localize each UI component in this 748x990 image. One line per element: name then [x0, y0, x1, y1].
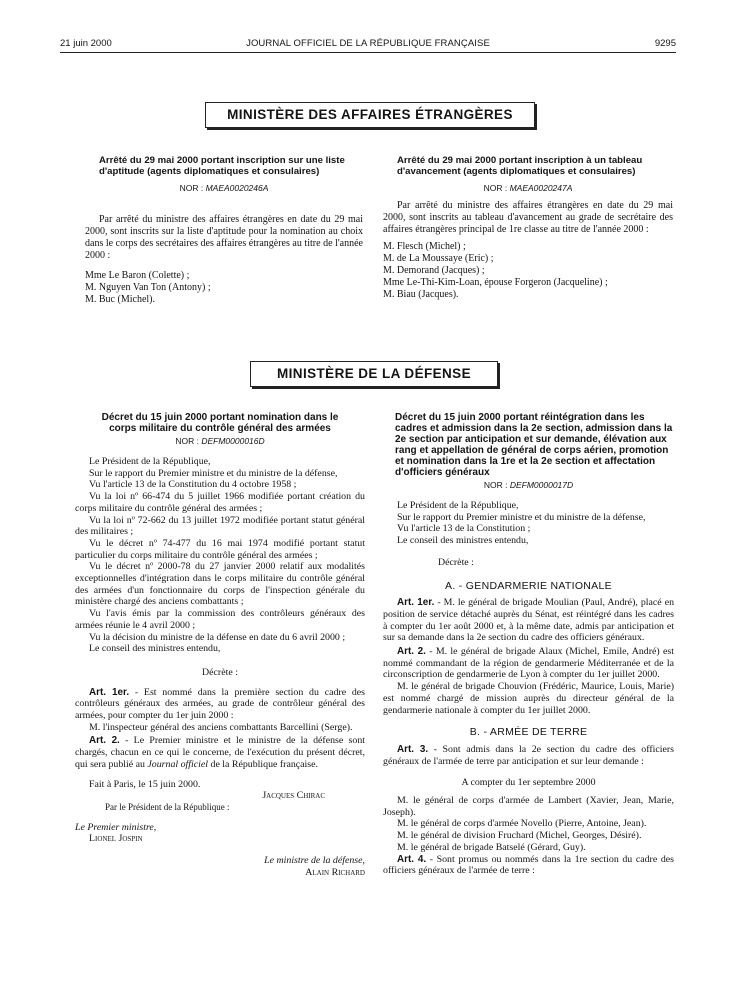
- visa-line: Le Président de la République,: [89, 456, 211, 467]
- done-at: Fait à Paris, le 15 juin 2000.: [89, 778, 201, 790]
- article-1: Art. 1er. - M. le général de brigade Moulian (Paul, André), placé en position de service détaché auprès du Sénat, est réintégré dans les cadres à compter du 1er août 2000 et, à la même date, admis par anticipation et sur sa demande dans la 2e section du cadre des officiers généraux.: [383, 597, 675, 644]
- visa-line: Vu l'article 13 de la Constitution du 4 octobre 1958 ;: [89, 479, 297, 491]
- list-item: Mme Le Baron (Colette) ;: [85, 270, 190, 281]
- nor-code: DEFM0000016D: [201, 436, 265, 446]
- visa-line: Vu l'avis émis par la commission des contrôleurs généraux des armées réunie le 4 avril 2000 ;: [75, 608, 365, 631]
- list-item: M. Biau (Jacques).: [383, 289, 459, 300]
- ministry-title: MINISTÈRE DES AFFAIRES ÉTRANGÈRES: [227, 107, 513, 122]
- visa-line: Le Président de la République,: [397, 500, 519, 511]
- article-2-second: M. le général de brigade Chouvion (Frédéric, Maurice, Louis, Marie) est nommé chargé de mission auprès du directeur général de la gendarmerie nationale à compter du 1er juillet 2000.: [383, 681, 674, 716]
- article-2: Art. 2. - M. le général de brigade Alaux (Michel, Emile, André) est nommé commandant de la région de gendarmerie Méditerranée et de la circonscription de gendarmerie de Lyon à compter du 1er juillet 2000.: [383, 646, 674, 681]
- nor-code: MAEA0020247A: [509, 183, 573, 193]
- decret-title: Décret du 15 juin 2000 portant nomination dans le corps militaire du contrôle général des armées: [101, 412, 339, 434]
- visas: [75, 456, 365, 655]
- nor-code: MAEA0020246A: [205, 183, 269, 193]
- signature-president: Jacques Chirac: [262, 790, 325, 802]
- decret-title: Décret du 15 juin 2000 portant réintégration dans les cadres et admission dans la 2e section, admission dans la 2e section par anticipation et sur demande, élévation aux rang et appellation de général de corps aérien, promotion et nomination dans la 1re et la 2e section et affectation d'officiers généraux: [395, 412, 673, 478]
- list-item: M. Demorand (Jacques) ;: [383, 265, 485, 276]
- name-list: [85, 270, 363, 306]
- decret-officiers-generaux: [383, 412, 674, 877]
- visa-line: Vu la loi nº 72-662 du 13 juillet 1972 modifiée portant statut général des militaires ;: [75, 514, 365, 538]
- visa-line: Vu le décret nº 2000-78 du 27 janvier 2000 relatif aux modalités exceptionnelles d'intégration dans le corps militaire du contrôle général des armées d'un fonctionnaire du corps de l'inspection générale du ministère chargé des anciens combattants ;: [75, 561, 365, 608]
- article-2: Art. 2. - Le Premier ministre et le ministre de la défense sont chargés, chacun en ce qui le concerne, de l'exécution du présent décret, qui sera publié au Journal officiel de la République française.: [75, 735, 365, 770]
- header-rule: [60, 52, 676, 53]
- arrete-tableau-avancement: [383, 155, 673, 301]
- visa-line: Vu l'article 13 de la Constitution ;: [397, 523, 531, 535]
- visa-line: Vu la loi nº 66-474 du 5 juillet 1966 modifiée portant création du corps militaire du contrôle général des armées ;: [75, 491, 365, 514]
- header-journal-title: JOURNAL OFFICIEL DE LA RÉPUBLIQUE FRANÇAISE: [246, 38, 490, 49]
- arrete-liste-aptitude: [85, 155, 363, 306]
- list-item: M. Buc (Michel).: [85, 294, 155, 305]
- visa-line: Vu le décret nº 74-477 du 16 mai 1974 modifié portant statut particulier du corps militaire du contrôle général des armées ;: [75, 537, 365, 561]
- section-a-heading: A. - GENDARMERIE NATIONALE: [445, 579, 612, 592]
- name-list: [383, 241, 673, 301]
- minister-title: Le ministre de la défense,: [264, 855, 365, 867]
- arrete-title: Arrêté du 29 mai 2000 portant inscription sur une liste d'aptitude (agents diplomatiques et consulaires): [99, 155, 345, 177]
- list-item: M. le général de corps d'armée de Lambert (Xavier, Jean, Marie, Joseph).: [383, 795, 674, 818]
- decrete-label: Décrète :: [438, 556, 474, 568]
- ministry-affaires-etrangeres-box: [205, 102, 535, 128]
- by-president: Par le Président de la République :: [105, 801, 230, 812]
- list-item: M. le général de corps d'armée Novello (Pierre, Antoine, Jean).: [397, 818, 647, 830]
- section-b-heading: B. - ARMÉE DE TERRE: [469, 726, 588, 739]
- arrete-body: Par arrêté du ministre des affaires étrangères en date du 29 mai 2000, sont inscrits sur la liste d'aptitude pour la nomination au choix dans le corps des secrétaires des affaires étrangères au titre de l'année 2000 :: [85, 214, 363, 261]
- decrete-label: Décrète :: [202, 666, 238, 678]
- visa-line: Vu la décision du ministre de la défense en date du 6 avril 2000 ;: [89, 631, 346, 643]
- list-item: M. de La Moussaye (Eric) ;: [383, 253, 494, 264]
- visa-line: Sur le rapport du Premier ministre et du ministre de la défense,: [397, 511, 646, 523]
- visas: [383, 500, 674, 547]
- article-3: Art. 3. - Sont admis dans la 2e section du cadre des officiers généraux de l'armée de terre par anticipation et sur leur demande :: [383, 743, 675, 767]
- article-4: Art. 4. - Sont promus ou nommés dans la 1re section du cadre des officiers généraux de l'armée de terre :: [383, 853, 674, 877]
- nor-line: NOR : DEFM0000017D: [483, 480, 574, 490]
- header-page-number: 9295: [654, 38, 676, 49]
- decret-nomination-controle: [75, 412, 365, 879]
- article-1-name: M. l'inspecteur général des anciens combattants Barcellini (Serge).: [89, 721, 353, 733]
- list-item: Mme Le-Thi-Kim-Loan, épouse Forgeron (Jacqueline) ;: [383, 277, 608, 288]
- visa-line: Sur le rapport du Premier ministre et du ministre de la défense,: [89, 467, 338, 479]
- ministry-title: MINISTÈRE DE LA DÉFENSE: [277, 366, 471, 381]
- nor-code: DEFM0000017D: [509, 480, 574, 490]
- arrete-title: Arrêté du 29 mai 2000 portant inscription à un tableau d'avancement (agents diplomatiques et consulaires): [397, 155, 643, 177]
- nor-line: NOR : DEFM0000016D: [175, 436, 265, 446]
- minister-name: Alain Richard: [305, 866, 365, 878]
- arrete-body: Par arrêté du ministre des affaires étrangères en date du 29 mai 2000, sont inscrits au tableau d'avancement au grade de secrétaire des affaires étrangères principal de 1re classe au titre de l'année 2000 :: [383, 200, 673, 235]
- list-item: M. Nguyen Van Ton (Antony) ;: [85, 282, 211, 293]
- nor-line: NOR : MAEA0020246A: [179, 183, 269, 193]
- visa-line: Le conseil des ministres entendu,: [397, 535, 529, 547]
- pm-name: Lionel Jospin: [89, 833, 143, 845]
- header-date: 21 juin 2000: [60, 38, 112, 49]
- list-item: M. Flesch (Michel) ;: [383, 241, 466, 252]
- date-line: A compter du 1er septembre 2000: [461, 777, 596, 789]
- name-list: [383, 795, 674, 854]
- list-item: M. le général de brigade Batselé (Gérard, Guy).: [397, 841, 586, 853]
- list-item: M. le général de division Fruchard (Michel, Georges, Désiré).: [397, 830, 642, 842]
- running-header: [60, 38, 676, 52]
- article-1: Art. 1er. - Est nommé dans la première section du cadre des contrôleurs généraux des armées, au grade de contrôleur général des armées, pour compter du 1er juin 2000 :: [75, 686, 366, 722]
- nor-line: NOR : MAEA0020247A: [483, 183, 573, 193]
- ministry-defense-box: [250, 361, 498, 387]
- visa-line: Le conseil des ministres entendu,: [89, 643, 221, 655]
- pm-title: Le Premier ministre,: [75, 821, 157, 833]
